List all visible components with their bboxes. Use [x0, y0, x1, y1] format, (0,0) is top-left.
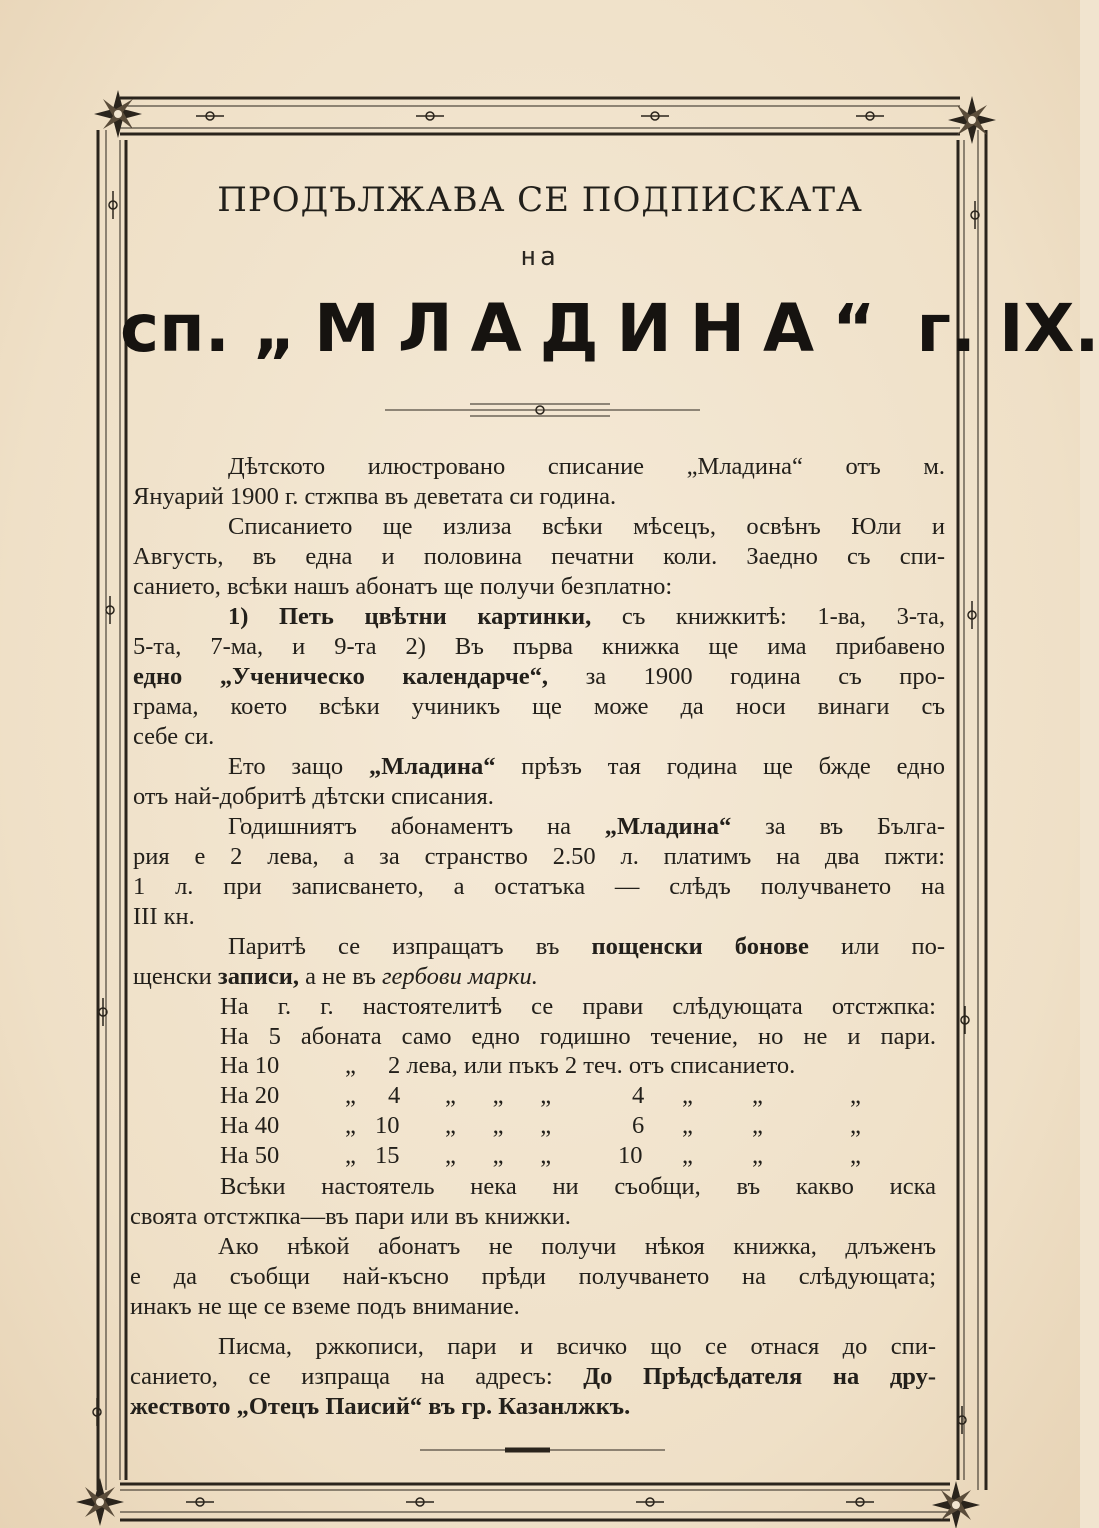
body-paragraphs-top: [133, 452, 945, 992]
title-divider: [385, 404, 700, 416]
text-line: отъ най-добритѣ дѣтски списания.: [133, 783, 494, 810]
text-line: е да съобщи най-късно прѣди получването на слѣдующата;: [130, 1263, 936, 1290]
text-line: санието, всѣки нашъ абонатъ ще получи безплатно:: [133, 573, 673, 600]
text-line: грама, което всѣки учиникъ ще може да носи винаги съ: [133, 693, 945, 720]
text-line: Януарий 1900 г. стжпва въ деветата си година.: [133, 483, 617, 510]
text-line: На г. г. настоятелитѣ се прави слѣдующата отстжпка:: [220, 993, 936, 1020]
magazine-title: [120, 290, 1099, 367]
text-line: Дѣтското илюстровано списание „Младина“ отъ м.: [228, 453, 945, 480]
text-line: своята отстжпка—въ пари или въ книжки.: [130, 1203, 571, 1230]
text-line: жеството „Отецъ Паисий“ въ гр. Казанлжкъ.: [130, 1393, 631, 1420]
text-line: Годишниятъ абонаментъ на „Младина“ за въ Бълга-: [228, 813, 945, 840]
discount-intro: [220, 992, 936, 1052]
text-line: Писма, ржкописи, пари и всичко що се отнася до спи-: [218, 1333, 936, 1360]
body-paragraphs-bottom: [130, 1172, 936, 1422]
text-line: инакъ не ще се вземе подъ внимание.: [130, 1293, 520, 1320]
text-line: Списанието ще излиза всѣки мѣсецъ, освѣнъ Юли и: [228, 513, 945, 540]
text-line: Всѣки настоятель нека ни съобщи, въ какво иска: [220, 1173, 936, 1200]
text-line: Августь, въ една и половина печатни коли. Заедно съ спи-: [133, 543, 945, 570]
title-name: „МЛАДИНА“: [252, 290, 894, 367]
text-line: себе си.: [133, 723, 215, 750]
heading-na: на: [520, 242, 560, 272]
text-line: Ето защо „Младина“ прѣзъ тая година ще бжде едно: [228, 753, 946, 780]
title-suffix: г. IX.: [916, 290, 1099, 367]
text-line: санието, се изпраща на адресъ: До Прѣдсѣдателя на дру-: [130, 1363, 937, 1390]
title-prefix: сп.: [120, 290, 230, 367]
text-line: щенски записи, а не въ гербови марки.: [133, 963, 538, 990]
text-line: III кн.: [133, 903, 195, 930]
text-line: Ако нѣкой абонатъ не получи нѣкоя книжка, длъженъ: [218, 1233, 936, 1260]
text-line: Паритѣ се изпращатъ въ пощенски бонове или по-: [228, 933, 946, 960]
subscription-heading: ПРОДЪЛЖАВА СЕ ПОДПИСКАТА: [217, 180, 863, 220]
text-line: едно „Ученическо календарче“, за 1900 година съ про-: [133, 663, 946, 690]
text-line: 1 л. при записването, а остатъка — слѣдъ получването на: [133, 873, 945, 900]
text-line: На 5 абоната само едно годишно течение, но не и пари.: [220, 1023, 936, 1050]
text-line: рия е 2 лева, а за странство 2.50 л. платимъ на два пжти:: [133, 843, 945, 870]
text-line: 1) Петь цвѣтни картинки, съ книжкитѣ: 1-ва, 3-та,: [228, 603, 946, 630]
text-line: 5-та, 7-ма, и 9-та 2) Въ първа книжка ще има прибавено: [133, 633, 945, 660]
